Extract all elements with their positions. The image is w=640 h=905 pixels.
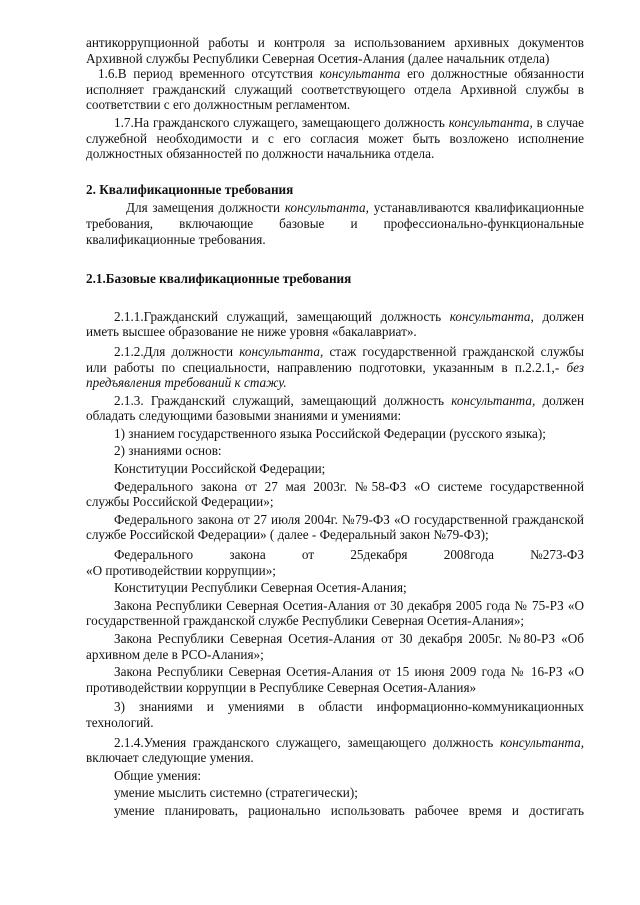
law-58-fz: Федерального закона от 27 мая 2003г. №58-ФЗ «О системе государственной службы Российской Федерации»; — [86, 478, 584, 510]
law-constitution-rso: Конституции Республики Северная Осетия-Алания; — [114, 580, 407, 596]
law-75-rz: Закона Республики Северная Осетия-Алания от 30 декабря 2005 года № 75-РЗ «О государственной гражданской службе Республики Северная Осетия-Алания»; — [86, 597, 584, 629]
section-2-1-title: 2.1.Базовые квалификационные требования — [86, 271, 352, 287]
intro-paragraph: антикоррупционной работы и контроля за использованием архивных документов Архивной службы Республики Северная Осетия-Алания (далее начальник отдела) — [86, 35, 584, 66]
paragraph-2-1-3: 2.1.3. Гражданский служащий, замещающий должность консультанта, должен обладать следующими базовыми знаниями и умениями: — [86, 392, 585, 424]
paragraph-1-7: 1.7.На гражданского служащего, замещающего должность консультанта, в случае служебной необходимости и с его согласия может быть возложено исполнение должностных обязанностей по должности начальника отдела. — [86, 114, 585, 162]
paragraph-2-1-2: 2.1.2.Для должности консультанта, стаж государственной гражданской службы или работы по специальности, направлению подготовки, указанным в п.2.2.1,- без предъявления требований к стажу. — [86, 343, 584, 391]
section-2-title: 2. Квалификационные требования — [86, 181, 294, 197]
law-273-second-line: «О противодействии коррупции»; — [86, 562, 276, 578]
skill-item-1: умение мыслить системно (стратегически); — [114, 785, 358, 801]
skill-item-2: умение планировать, рационально использовать рабочее время и достигать — [114, 802, 584, 818]
law-79-fz: Федерального закона от 27 июля 2004г. №79-ФЗ «О государственной гражданской службе Российской Федерации» ( далее - Федеральный закон №79-ФЗ); — [86, 511, 584, 543]
law-273-first-line: Федерального закона от 25декабря 2008года №273-ФЗ — [114, 547, 584, 563]
law-constitution-rf: Конституции Российской Федерации; — [114, 461, 326, 477]
paragraph-1-6: 1.6.В период временного отсутствия консультанта его должностные обязанности исполняет гражданский служащий соответствующего отдела Архивной службы в соответствии с его должностным регламентом. — [86, 66, 585, 113]
paragraph-2-1-4: 2.1.4.Умения гражданского служащего, замещающего должность консультанта, включает следующие умения. — [86, 734, 584, 766]
general-skills-heading: Общие умения: — [114, 767, 202, 783]
law-273-fz — [86, 547, 584, 578]
law-16-rz: Закона Республики Северная Осетия-Алания от 15 июня 2009 года № 16-РЗ «О противодействии коррупции в Республике Северная Осетия-Алания» — [86, 664, 584, 695]
paragraph-2-1-1: 2.1.1.Гражданский служащий, замещающий должность консультанта, должен иметь высшее образование не ниже уровня «бакалавриат». — [86, 308, 585, 340]
law-80-rz: Закона Республики Северная Осетия-Алания от 30 декабря 2005г. №80-РЗ «Об архивном деле в РСО-Алания»; — [86, 631, 584, 662]
list-item-3: 3) знаниями и умениями в области информационно-коммуникационных технологий. — [86, 699, 584, 730]
list-item-1: 1) знанием государственного языка Российской Федерации (русского языка); — [114, 425, 546, 441]
paragraph-2: Для замещения должности консультанта, устанавливаются квалификационные требования, включающие базовые и профессионально-функциональные квалификационные требования. — [86, 200, 584, 247]
list-item-2: 2) знаниями основ: — [114, 443, 222, 459]
